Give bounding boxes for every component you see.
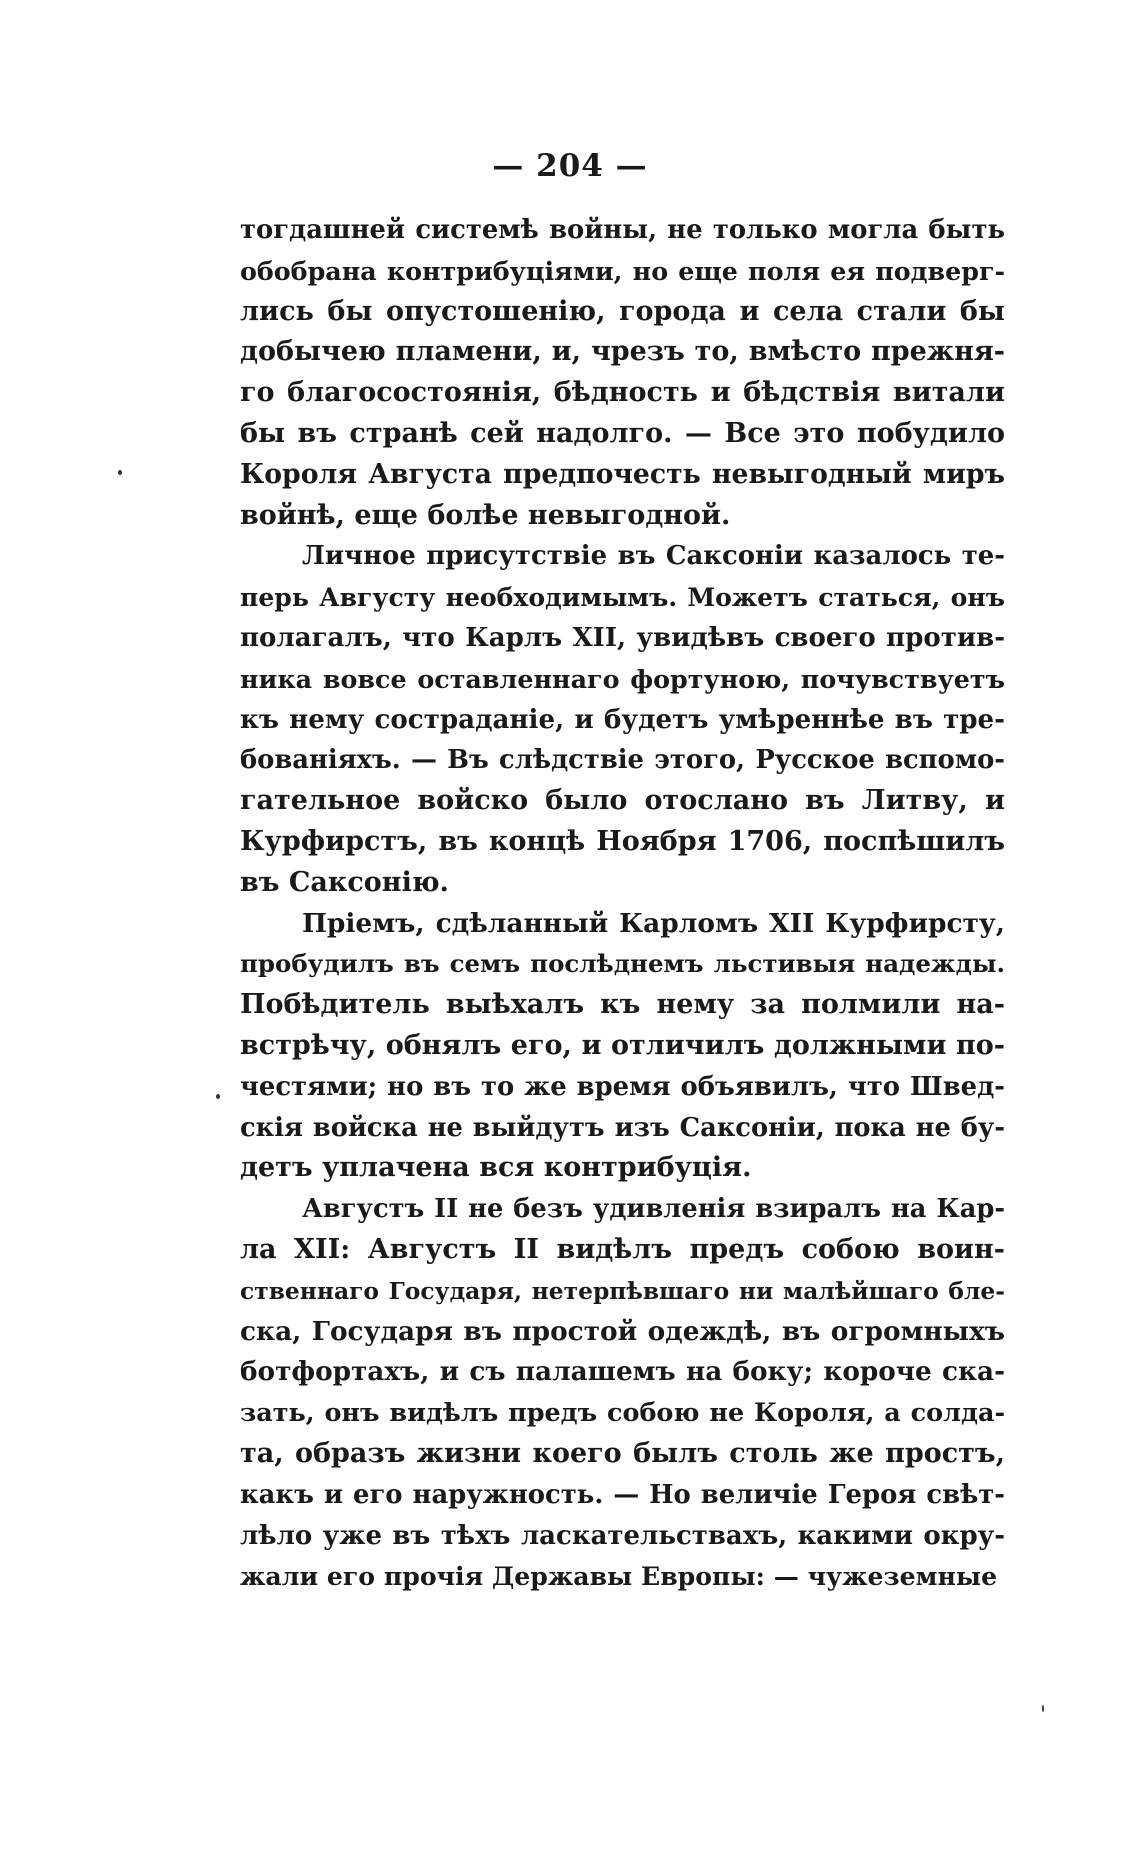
paragraph [240,210,1005,536]
scan-speck [118,470,122,475]
text-line: Короля Августа предпочесть невыгодный миръ [240,458,1005,490]
paragraph [240,536,1005,903]
text-line: ственнаго Государя, нетерпѣвшаго ни малѣйшаго бле- [240,1276,1005,1305]
text-line: полагалъ, что Карлъ XII, увидѣвъ своего против- [240,622,1005,653]
text-line: честями; но въ то же время объявилъ, что Швед- [240,1071,1005,1102]
scan-speck [1042,1705,1044,1712]
text-line: къ нему состраданіе, и будетъ умѣреннѣе въ тре- [240,703,1005,735]
text-line: бованіяхъ. — Въ слѣдствіе этого, Русское вспомо- [240,745,1005,776]
text-line: обобрана контрибуціями, но еще поля ея подверг- [240,255,1005,286]
scan-speck [216,1094,220,1099]
text-line: го благосостоянія, бѣдность и бѣдствія витали [240,377,1005,409]
text-line: та, образъ жизни коего былъ столь же простъ, [240,1437,1005,1469]
text-line: детъ уплачена вся контрибуція. [240,1152,752,1184]
text-line: зать, онъ видѣлъ предъ собою не Короля, а солда- [240,1398,1005,1429]
paragraph [240,1189,1005,1597]
text-line: добычею пламени, и, чрезъ то, вмѣсто прежня- [240,336,1005,368]
text-line: Августъ II не безъ удивленія взиралъ на Кар- [302,1194,1005,1225]
text-line: встрѣчу, обнялъ его, и отличилъ должными по- [240,1029,1005,1061]
text-line: Побѣдитель выѣхалъ къ нему за полмили на- [240,989,1005,1021]
text-line: жали его прочія Державы Европы: — чужеземные [240,1561,998,1592]
text-line: ла XII: Августъ II видѣлъ предъ собою воин- [240,1233,1005,1265]
text-line: Пріемъ, сдѣланный Карломъ XII Курфирсту, [302,907,1005,939]
text-line: какъ и его наружность. — Но величіе Героя свѣт- [240,1479,1005,1510]
text-line: лись бы опустошенію, города и села стали бы [240,295,1005,327]
text-line: войнѣ, еще болѣе невыгодной. [240,499,731,531]
paragraph [240,904,1005,1190]
body-text [240,210,1005,1597]
text-line: ска, Государя въ простой одеждѣ, въ огромныхъ [240,1315,1005,1347]
text-line: тогдашней системѣ войны, не только могла быть [240,215,1005,245]
text-line: Курфирстъ, въ концѣ Ноября 1706, поспѣшилъ [240,825,1005,857]
page-number: — 204 — [492,148,648,184]
text-line: въ Саксонію. [240,866,449,898]
text-line: лѣло уже въ тѣхъ ласкательствахъ, какими окру- [240,1520,1005,1551]
text-line: ника вовсе оставленнаго фортуною, почувствуетъ [240,663,1005,694]
text-line: пробудилъ въ семъ послѣднемъ льстивыя надежды. [240,949,1005,979]
text-line: скія войска не выйдутъ изъ Саксоніи, пока не бу- [240,1112,1005,1143]
text-line: перь Августу необходимымъ. Можетъ статься, онъ [240,582,1005,613]
text-line: гательное войско было отослано въ Литву, и [240,785,1005,817]
text-line: Личное присутствіе въ Саксоніи казалось те- [302,541,1005,572]
text-line: бы въ странѣ сей надолго. — Все это побудило [240,417,1005,449]
text-line: ботфортахъ, и съ палашемъ на боку; короче ска- [240,1356,1005,1388]
